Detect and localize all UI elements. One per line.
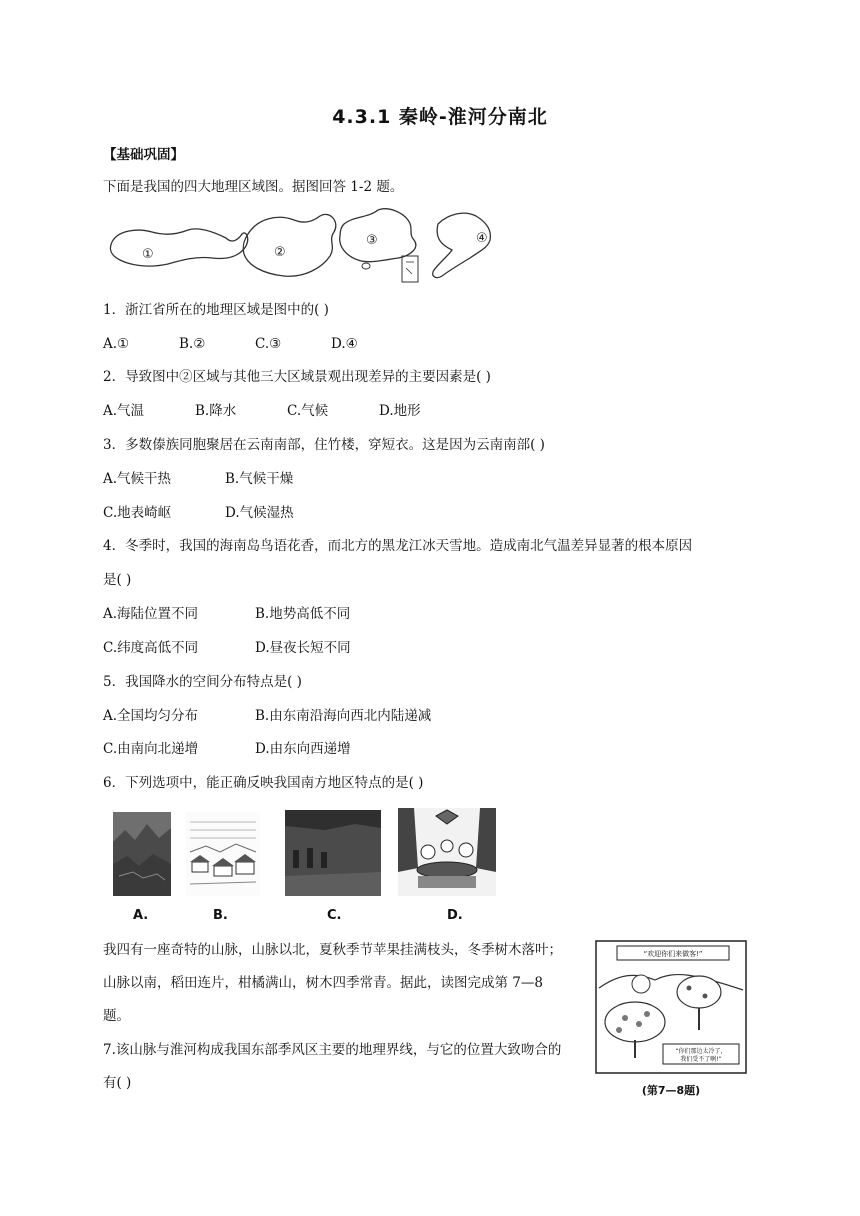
photo-d-label[interactable]: D. (447, 908, 463, 923)
option-c[interactable]: C.气候 (287, 403, 329, 419)
option-b[interactable]: B.由东南沿海向西北内陆递减 (255, 708, 432, 724)
cartoon-caption: (第7—8题) (641, 1084, 701, 1097)
photo-a-label[interactable]: A. (133, 908, 149, 923)
four-regions-map (108, 204, 512, 286)
option-d[interactable]: D.昼夜长短不同 (255, 640, 351, 656)
photo-a-mountain-image (113, 812, 171, 896)
option-d[interactable]: D.由东向西递增 (255, 741, 351, 757)
option-d[interactable]: D.气候湿热 (225, 505, 294, 521)
region-label-2: ② (274, 245, 286, 260)
passage-text: 我四有一座奇特的山脉，山脉以北，夏秋季节苹果挂满枝头，冬季树木落叶；山脉以南，稻田连片，柑橘满山，树木四季常青。据此，读图完成第 7—8 题。 (103, 942, 562, 1024)
photo-d-family-dinner-image (398, 808, 496, 896)
region-3-outline (340, 209, 416, 262)
question-3-options-row1 (103, 470, 347, 488)
question-4-options-row2 (103, 639, 407, 657)
option-c[interactable]: C.地表崎岖 (103, 505, 172, 521)
option-c[interactable]: C.③ (255, 336, 282, 352)
option-a[interactable]: A.全国均匀分布 (103, 708, 199, 724)
page-title: 4.3.1 秦岭-淮河分南北 (332, 106, 548, 128)
intro-text: 下面是我国的四大地理区域图。据图回答 1-2 题。 (103, 179, 404, 195)
photo-b-village-image (186, 812, 260, 896)
section-heading: 【基础巩固】 (103, 147, 184, 163)
region-label-3: ③ (366, 233, 378, 248)
question-3-stem: 3．多数傣族同胞聚居在云南南部，住竹楼，穿短衣。这是因为云南南部( ) (103, 437, 545, 453)
option-c[interactable]: C.由南向北递增 (103, 741, 199, 757)
option-b[interactable]: B.气候干燥 (225, 471, 294, 487)
question-4-stem-cont: 是( ) (103, 572, 132, 588)
photo-c-label[interactable]: C. (327, 908, 342, 923)
option-a[interactable]: A.气候干热 (103, 471, 172, 487)
question-5-options-row2 (103, 740, 407, 758)
option-d[interactable]: D.地形 (379, 403, 421, 419)
cartoon-speech-top: “欢迎你们来做客!” (643, 950, 703, 958)
question-3-options-row2 (103, 504, 347, 522)
option-a[interactable]: A.① (103, 336, 130, 352)
region-2-outline (243, 214, 336, 276)
question-1-stem: 1．浙江省所在的地理区域是图中的( ) (103, 302, 329, 318)
question-1-options (103, 335, 407, 353)
question-6-stem: 6．下列选项中，能正确反映我国南方地区特点的是( ) (103, 775, 424, 791)
question-4-stem: 4．冬季时，我国的海南岛鸟语花香，而北方的黑龙江冰天雪地。造成南北气温差异显著的根本原因 (103, 538, 693, 554)
region-1-outline (110, 229, 247, 266)
option-d[interactable]: D.④ (331, 336, 358, 352)
option-a[interactable]: A.海陆位置不同 (103, 606, 199, 622)
question-5-stem: 5．我国降水的空间分布特点是( ) (103, 674, 302, 690)
photo-c-cliff-image (285, 810, 381, 896)
question-2-options (103, 402, 455, 420)
region-label-4: ④ (476, 231, 488, 246)
option-a[interactable]: A.气温 (103, 403, 145, 419)
question-7-stem: 7.该山脉与淮河构成我国东部季风区主要的地理界线，与它的位置大致吻合的有( ) (103, 1042, 562, 1091)
cartoon-speech-bottom-1: “你们那边太冷了， (675, 1048, 727, 1055)
option-b[interactable]: B.地势高低不同 (255, 606, 351, 622)
option-c[interactable]: C.纬度高低不同 (103, 640, 199, 656)
option-b[interactable]: B.降水 (195, 403, 237, 419)
cartoon-speech-bottom-2: 我们受不了啊!” (680, 1056, 722, 1063)
question-5-options-row1 (103, 707, 432, 725)
question-2-stem: 2．导致图中②区域与其他三大区域景观出现差异的主要因素是( ) (103, 369, 491, 385)
option-b[interactable]: B.② (179, 336, 206, 352)
cartoon-figure (595, 940, 747, 1098)
question-4-options-row1 (103, 605, 407, 623)
photo-b-label[interactable]: B. (213, 908, 228, 923)
region-label-1: ① (142, 247, 154, 262)
